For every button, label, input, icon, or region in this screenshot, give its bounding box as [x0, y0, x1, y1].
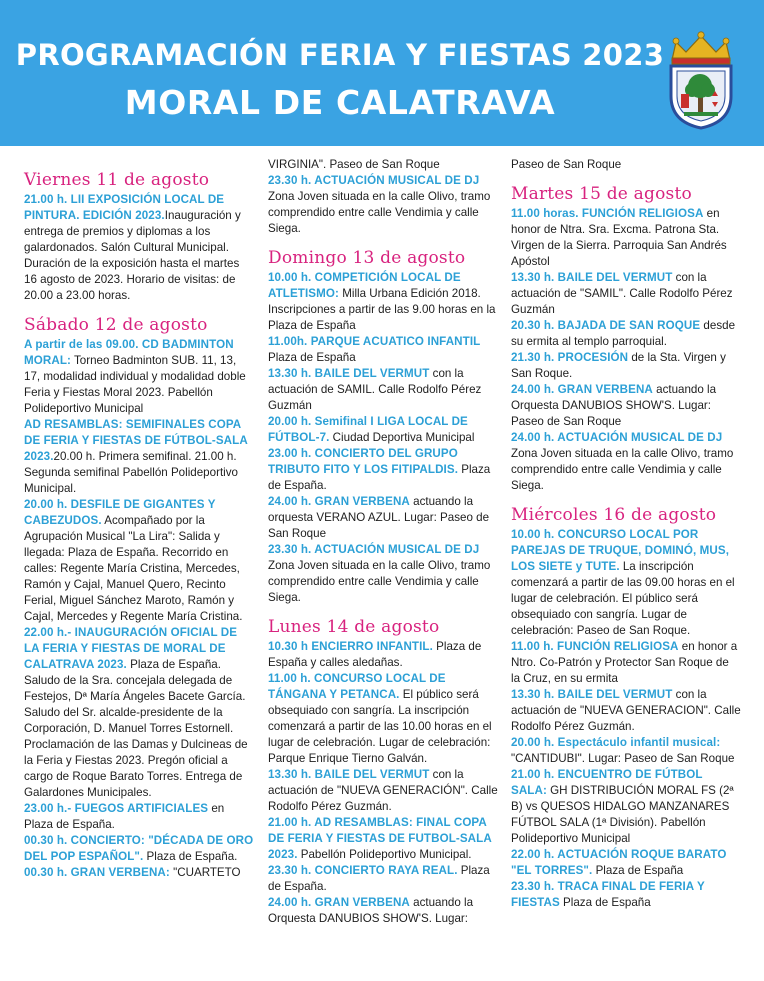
event-entry: [511, 270, 741, 318]
event-details: Plaza de España: [559, 896, 651, 909]
event-title: 10.30 h ENCIERRO INFANTIL.: [268, 640, 433, 653]
event-entry: [511, 735, 741, 767]
page-title: PROGRAMACIÓN FERIA Y FIESTAS 2023: [15, 38, 665, 72]
event-title: 10.00 h. CONCURSO LOCAL POR PAREJAS DE TRUQUE, DOMINÓ, MUS, LOS SIETE y TUTE.: [511, 528, 730, 573]
event-details: "CANTIDUBI". Lugar: Paseo de San Roque: [511, 752, 735, 765]
event-entry: [268, 157, 500, 173]
event-title: 24.00 h. GRAN VERBENA: [268, 495, 410, 508]
event-title: 23.30 h. ACTUACIÓN MUSICAL DE DJ: [268, 174, 480, 187]
event-details: La inscripción comenzará a partir de las 09.00 horas en el lugar de celebración. El público será obsequiado con sangría. Lugar de celebración: Paseo de San Roque.: [511, 560, 735, 637]
event-title: 21.00 h. LII EXPOSICIÓN LOCAL DE PINTURA. EDICIÓN 2023.: [24, 193, 225, 222]
event-details: de la Sta. Virgen y San Roque.: [511, 351, 726, 380]
event-entry: [511, 318, 741, 350]
header-banner: [0, 0, 764, 146]
day-heading: Viernes 11 de agosto: [24, 170, 210, 190]
event-entry: [511, 206, 741, 270]
event-title: 11.00 h. CONCURSO LOCAL DE TÁNGANA Y PETANCA.: [268, 672, 446, 701]
event-entry: [268, 494, 500, 542]
event-title: 23.30 h. ACTUACIÓN MUSICAL DE DJ: [268, 543, 480, 556]
event-title: 13.30 h. BAILE DEL VERMUT: [268, 768, 430, 781]
event-entry: [511, 847, 741, 879]
event-title: A partir de las 09.00. CD BADMINTON MORAL:: [24, 338, 234, 367]
event-details: con la actuación de "NUEVA GENERACIÓN". Calle Rodolfo Pérez Guzmán.: [268, 768, 498, 813]
day-heading: Sábado 12 de agosto: [24, 315, 208, 335]
event-details: Zona Joven situada en la calle Olivo, tramo comprendido entre calle Vendimia y calle Siega.: [268, 559, 491, 604]
event-entry: [268, 863, 500, 895]
event-entry: [24, 801, 254, 833]
event-entry: [268, 767, 500, 815]
event-title: 20.00 h. Semifinal I LIGA LOCAL DE FÚTBOL-7.: [268, 415, 468, 444]
event-entry: [511, 767, 741, 847]
event-entry: [268, 366, 500, 414]
day-heading: Martes 15 de agosto: [511, 184, 692, 204]
event-title: 11.00 horas. FUNCIÓN RELIGIOSA: [511, 207, 704, 220]
event-title: 13.30 h. BAILE DEL VERMUT: [268, 367, 430, 380]
event-entry: [268, 542, 500, 606]
event-entry: [24, 625, 254, 801]
event-entry: [511, 639, 741, 687]
event-entry: [24, 417, 254, 497]
event-entry: [268, 815, 500, 863]
event-entry: [268, 446, 500, 494]
event-entry: [511, 879, 741, 911]
event-details: Pabellón Polideportivo Municipal.: [297, 848, 472, 861]
event-details: El público será obsequiado con sangría. La inscripción comenzará a partir de las 10.00 horas en el lugar de celebración. Lugar de celebración: Parque Enrique Tierno Galván.: [268, 688, 492, 765]
event-details: Plaza de España.: [268, 864, 490, 893]
event-title: 13.30 h. BAILE DEL VERMUT: [511, 688, 673, 701]
event-entry: [511, 430, 741, 494]
event-details: con la actuación de "SAMIL". Calle Rodolfo Pérez Guzmán: [511, 271, 733, 316]
event-entry: [24, 833, 254, 865]
program-column: [24, 157, 254, 881]
event-details: GH DISTRIBUCIÓN MORAL FS (2ª B) vs QUESOS HIDALGO MANZANARES FÚTBOL SALA (1ª División). Pabellón Polideportivo Municipal: [511, 784, 734, 845]
event-entry: [24, 497, 254, 625]
event-details: Plaza de España: [268, 351, 356, 364]
event-title: 22.00 h.- INAUGURACIÓN OFICIAL DE LA FERIA Y FIESTAS DE MORAL DE CALATRAVA 2023.: [24, 626, 238, 671]
event-details: Milla Urbana Edición 2018. Inscripciones a partir de las 9.00 horas en la Plaza de España: [268, 287, 496, 332]
event-title: 00.30 h. CONCIERTO: "DÉCADA DE ORO DEL POP ESPAÑOL".: [24, 834, 254, 863]
event-title: 21.00 h. ENCUENTRO DE FÚTBOL SALA:: [511, 768, 703, 797]
event-entry: [511, 350, 741, 382]
event-entry: [268, 639, 500, 671]
event-title: 23.30 h. CONCIERTO RAYA REAL.: [268, 864, 458, 877]
event-details: Plaza de España y calles aledañas.: [268, 640, 482, 669]
event-details: actuando la orquesta VERANO AZUL. Lugar: Paseo de San Roque: [268, 495, 490, 540]
event-entry: [268, 895, 500, 927]
day-heading: Domingo 13 de agosto: [268, 248, 466, 268]
event-details: Zona Joven situada en la calle Olivo, tramo comprendido entre calle Vendimia y calle Siega.: [511, 447, 734, 492]
event-title: 21.30 h. PROCESIÓN: [511, 351, 629, 364]
event-title: 11.00h. PARQUE ACUATICO INFANTIL: [268, 335, 481, 348]
event-title: 24.00 h. ACTUACIÓN MUSICAL DE DJ: [511, 431, 723, 444]
event-entry: [511, 382, 741, 430]
event-details: en honor de Ntra. Sra. Excma. Patrona Sta. Virgen de la Sierra. Parroquia San Andrés Apóstol: [511, 207, 727, 268]
event-details: "CUARTETO: [169, 866, 241, 879]
day-heading: Miércoles 16 de agosto: [511, 505, 717, 525]
event-entry: [24, 192, 254, 304]
event-title: AD RESAMBLAS: SEMIFINALES COPA DE FERIA Y FIESTAS DE FÚTBOL-SALA 2023.: [24, 418, 248, 463]
event-entry: [268, 671, 500, 767]
event-details: con la actuación de "NUEVA GENERACION". Calle Rodolfo Pérez Guzmán.: [511, 688, 741, 733]
event-details: en Plaza de España.: [24, 802, 225, 831]
event-title: 24.00 h. GRAN VERBENA: [511, 383, 653, 396]
event-details: 20.00 h. Primera semifinal. 21.00 h. Segunda semifinal Pabellón Polideportivo Municipal.: [24, 450, 238, 495]
event-details: Plaza de España: [592, 864, 684, 877]
event-title: 20.00 h. Espectáculo infantil musical:: [511, 736, 721, 749]
event-entry: [511, 527, 741, 639]
event-details: Plaza de España. Saludo de la Sra. concejala delegada de Festejos, Dª María Ángeles Bacete García. Saludo del Sr. alcalde-presidente de la Corporación, D. Manuel Torres Estornell. Proclamación de las Damas y Dulcineas de la Feria y Fiestas 2023. Pregón oficial a cargo de Roque Barato Torres. Entrega de Galardones Municipales.: [24, 658, 248, 799]
event-details: Torneo Badminton SUB. 11, 13, 17, modalidad individual y modalidad doble Feria y Fiestas Moral 2023. Pabellón Polideportivo Municipal: [24, 354, 246, 415]
event-title: 24.00 h. GRAN VERBENA: [268, 896, 410, 909]
event-title: 11.00 h. FUNCIÓN RELIGIOSA: [511, 640, 679, 653]
event-title: 23.00 h. CONCIERTO DEL GRUPO TRIBUTO FITO Y LOS FITIPALDIS.: [268, 447, 459, 476]
event-entry: [268, 334, 500, 366]
event-entry: [511, 687, 741, 735]
event-title: 20.00 h. DESFILE DE GIGANTES Y CABEZUDOS.: [24, 498, 216, 527]
event-title: 00.30 h. GRAN VERBENA:: [24, 866, 170, 879]
event-title: 13.30 h. BAILE DEL VERMUT: [511, 271, 673, 284]
event-entry: [268, 270, 500, 334]
event-title: 21.00 h. AD RESAMBLAS: FINAL COPA DE FERIA Y FIESTAS DE FUTBOL-SALA 2023.: [268, 816, 492, 861]
event-details: VIRGINIA". Paseo de San Roque: [268, 158, 440, 171]
event-details: Plaza de España.: [143, 850, 238, 863]
event-entry: [268, 173, 500, 237]
event-details: Ciudad Deportiva Municipal: [329, 431, 475, 444]
event-title: 23.00 h.- FUEGOS ARTIFICIALES: [24, 802, 209, 815]
event-details: Inauguración y entrega de premios y diplomas a los galardonados. Salón Cultural Municipal. Duración de la exposición hasta el martes 16 agosto de 2023. Horario de visitas: de 20.00 a 23.00 horas.: [24, 209, 241, 302]
event-title: 10.00 h. COMPETICIÓN LOCAL DE ATLETISMO:: [268, 271, 461, 300]
event-entry: [268, 414, 500, 446]
event-details: actuando la Orquesta DANUBIOS SHOW'S. Lugar: Paseo de San Roque: [511, 383, 717, 428]
event-details: Zona Joven situada en la calle Olivo, tramo comprendido entre calle Vendimia y calle Siega.: [268, 190, 491, 235]
event-details: en honor a Ntro. Co-Patrón y Protector San Roque de la Cruz, en su ermita: [511, 640, 738, 685]
event-entry: [24, 865, 254, 881]
coat-of-arms-icon: [660, 30, 742, 130]
day-heading: Lunes 14 de agosto: [268, 617, 440, 637]
event-details: con la actuación de SAMIL. Calle Rodolfo Pérez Guzmán: [268, 367, 482, 412]
event-title: 23.30 h. TRACA FINAL DE FERIA Y FIESTAS: [511, 880, 705, 909]
page-subtitle: MORAL DE CALATRAVA: [124, 83, 556, 122]
event-details: desde su ermita al templo parroquial.: [511, 319, 736, 348]
event-details: Acompañado por la Agrupación Musical "La Lira": Salida y llegada: Plaza de España. Recorrido en calles: Regente María Cristina, Mercedes, Ramón y Cajal, Manuel Quero, Recinto Ferial, Miguel Sánchez Maroto, Ramón y Cajal, Mercedes y Regente María Cristina.: [24, 514, 243, 623]
event-entry: [511, 157, 741, 173]
event-title: 20.30 h. BAJADA DE SAN ROQUE: [511, 319, 701, 332]
event-title: 22.00 h. ACTUACIÓN ROQUE BARATO "EL TORRES".: [511, 848, 727, 877]
program-column: [511, 157, 741, 911]
event-entry: [24, 337, 254, 417]
event-details: Plaza de España.: [268, 463, 491, 492]
program-column: [268, 157, 500, 927]
event-details: Paseo de San Roque: [511, 158, 622, 171]
event-details: actuando la Orquesta DANUBIOS SHOW'S. Lugar:: [268, 896, 474, 925]
